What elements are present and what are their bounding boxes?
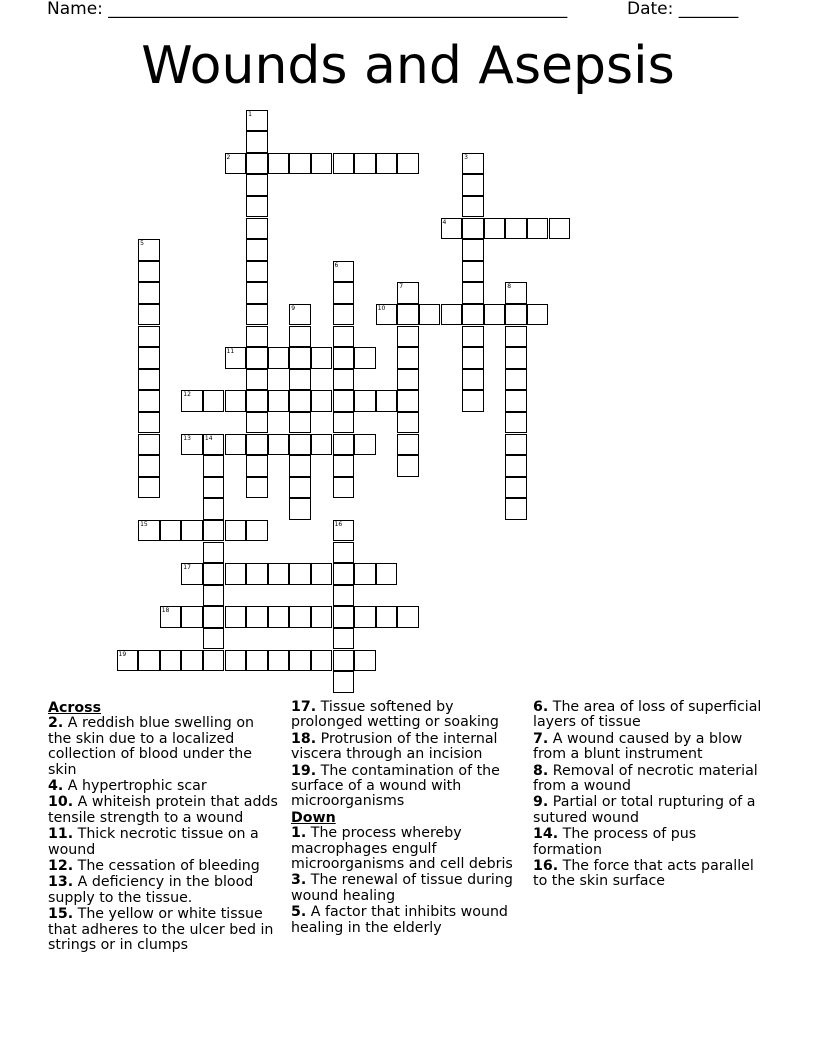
grid-cell[interactable]: [376, 153, 398, 175]
grid-cell[interactable]: [203, 520, 225, 542]
grid-cell[interactable]: [268, 347, 290, 369]
grid-cell[interactable]: [246, 304, 268, 326]
grid-cell[interactable]: [268, 434, 290, 456]
grid-cell[interactable]: [462, 304, 484, 326]
clue-item-number: 18.: [291, 730, 317, 747]
grid-cell[interactable]: [505, 282, 527, 304]
grid-cell[interactable]: [181, 650, 203, 672]
grid-cell[interactable]: [505, 304, 527, 326]
grid-cell[interactable]: [289, 304, 311, 326]
grid-cell[interactable]: [138, 239, 160, 261]
grid-cell[interactable]: [246, 153, 268, 175]
grid-cell[interactable]: [160, 606, 182, 628]
grid-cell[interactable]: [484, 304, 506, 326]
grid-cell[interactable]: [333, 585, 355, 607]
clue-item-text: The process whereby macrophages engulf microorganisms and cell debris: [291, 825, 513, 873]
clue-number: 5: [140, 240, 144, 248]
grid-cell[interactable]: [397, 369, 419, 391]
clue-number: 8: [507, 283, 512, 291]
grid-cell[interactable]: [268, 606, 290, 628]
grid-cell[interactable]: [246, 455, 268, 477]
grid-cell[interactable]: [203, 498, 225, 520]
grid-cell[interactable]: [333, 412, 355, 434]
grid-cell[interactable]: [203, 650, 225, 672]
grid-cell[interactable]: [311, 390, 333, 412]
clue-number: 7: [399, 283, 404, 291]
clue-number: 13: [183, 434, 191, 442]
grid-cell[interactable]: [333, 347, 355, 369]
page-title: Wounds and Asepsis: [141, 36, 675, 96]
grid-cell[interactable]: [397, 606, 419, 628]
grid-cell[interactable]: [397, 455, 419, 477]
grid-cell[interactable]: [138, 412, 160, 434]
grid-cell[interactable]: [181, 606, 203, 628]
grid-cell[interactable]: [333, 390, 355, 412]
grid-cell[interactable]: [311, 650, 333, 672]
grid-cell[interactable]: [225, 606, 247, 628]
clue-item-number: 15.: [48, 906, 74, 923]
clue-item: [48, 875, 280, 906]
clue-number: 17: [183, 564, 191, 572]
grid-cell[interactable]: [268, 153, 290, 175]
grid-cell[interactable]: [505, 455, 527, 477]
clue-item-number: 2.: [48, 715, 64, 732]
grid-cell[interactable]: [246, 650, 268, 672]
grid-cell[interactable]: [333, 628, 355, 650]
grid-cell[interactable]: [138, 347, 160, 369]
grid-cell[interactable]: [246, 347, 268, 369]
grid-cell[interactable]: [333, 434, 355, 456]
grid-cell[interactable]: [138, 282, 160, 304]
clue-item-text: The process of pus formation: [533, 826, 697, 858]
grid-cell[interactable]: [289, 650, 311, 672]
clue-item-text: Partial or total rupturing of a sutured wound: [533, 794, 756, 826]
grid-cell[interactable]: [333, 369, 355, 391]
clue-item-number: 8.: [533, 762, 549, 779]
clue-item: [291, 905, 523, 936]
grid-cell[interactable]: [181, 520, 203, 542]
grid-cell[interactable]: [246, 606, 268, 628]
grid-cell[interactable]: [246, 520, 268, 542]
clue-number: 15: [140, 520, 148, 528]
grid-cell[interactable]: [160, 520, 182, 542]
grid-cell[interactable]: [354, 434, 376, 456]
grid-cell[interactable]: [505, 412, 527, 434]
grid-cell[interactable]: [354, 390, 376, 412]
grid-cell[interactable]: [505, 390, 527, 412]
clue-item-text: A hypertrophic scar: [63, 778, 207, 795]
grid-cell[interactable]: [462, 282, 484, 304]
grid-cell[interactable]: [203, 434, 225, 456]
grid-cell[interactable]: [505, 326, 527, 348]
grid-cell[interactable]: [181, 390, 203, 412]
grid-cell[interactable]: [268, 563, 290, 585]
clue-item: [533, 795, 763, 826]
grid-cell[interactable]: [376, 563, 398, 585]
grid-cell[interactable]: [397, 412, 419, 434]
grid-cell[interactable]: [225, 434, 247, 456]
grid-cell[interactable]: [549, 218, 571, 240]
clue-number: 19: [118, 650, 127, 658]
grid-cell[interactable]: [138, 650, 160, 672]
grid-cell[interactable]: [138, 477, 160, 499]
clue-item-text: A factor that inhibits wound healing in the elderly: [291, 904, 508, 936]
grid-cell[interactable]: [311, 606, 333, 628]
grid-cell[interactable]: [333, 563, 355, 585]
grid-cell[interactable]: [246, 412, 268, 434]
grid-cell[interactable]: [505, 477, 527, 499]
grid-cell[interactable]: [268, 390, 290, 412]
grid-cell[interactable]: [376, 606, 398, 628]
grid-cell[interactable]: [246, 174, 268, 196]
grid-cell[interactable]: [397, 390, 419, 412]
clue-item-number: 19.: [291, 762, 317, 779]
grid-cell[interactable]: [333, 606, 355, 628]
clues-column-1: [48, 700, 280, 955]
grid-cell[interactable]: [117, 650, 139, 672]
clue-number: 10: [377, 304, 386, 312]
across-heading: Across: [48, 700, 102, 716]
grid-cell[interactable]: [138, 520, 160, 542]
grid-cell[interactable]: [397, 434, 419, 456]
grid-cell[interactable]: [246, 218, 268, 240]
grid-cell[interactable]: [333, 542, 355, 564]
clue-item-text: The contamination of the surface of a wound with microorganisms: [291, 762, 500, 810]
clue-item-number: 6.: [533, 699, 549, 715]
clue-item-number: 17.: [291, 699, 317, 715]
grid-cell[interactable]: [441, 218, 463, 240]
grid-cell[interactable]: [138, 326, 160, 348]
grid-cell[interactable]: [354, 650, 376, 672]
grid-cell[interactable]: [354, 606, 376, 628]
clue-item-number: 7.: [533, 730, 549, 747]
clue-item-text: The renewal of tissue during wound healing: [291, 872, 513, 904]
grid-cell[interactable]: [225, 520, 247, 542]
grid-cell[interactable]: [246, 563, 268, 585]
grid-cell[interactable]: [246, 326, 268, 348]
grid-cell[interactable]: [246, 131, 268, 153]
clue-item-text: The cessation of bleeding: [73, 858, 260, 875]
grid-cell[interactable]: [138, 390, 160, 412]
clue-item-text: Protrusion of the internal viscera through an incision: [291, 730, 498, 763]
clue-item-text: The area of loss of superficial layers of tissue: [533, 699, 762, 731]
grid-cell[interactable]: [181, 563, 203, 585]
grid-cell[interactable]: [289, 498, 311, 520]
grid-cell[interactable]: [333, 326, 355, 348]
grid-cell[interactable]: [203, 455, 225, 477]
grid-cell[interactable]: [333, 261, 355, 283]
clue-item: [533, 859, 763, 890]
grid-cell[interactable]: [246, 261, 268, 283]
clue-item-number: 10.: [48, 794, 74, 811]
grid-cell[interactable]: [246, 369, 268, 391]
clue-item: [533, 700, 763, 731]
clue-item-text: A whiteish protein that adds tensile strength to a wound: [48, 794, 278, 826]
grid-cell[interactable]: [311, 347, 333, 369]
clue-item-text: The force that acts parallel to the skin surface: [533, 858, 754, 890]
grid-cell[interactable]: [333, 650, 355, 672]
grid-cell[interactable]: [333, 153, 355, 175]
grid-cell[interactable]: [462, 369, 484, 391]
clue-item: [291, 732, 523, 763]
grid-cell[interactable]: [289, 563, 311, 585]
clue-item-number: 4.: [48, 778, 64, 795]
grid-cell[interactable]: [289, 412, 311, 434]
clue-item-text: Removal of necrotic material from a wound: [533, 762, 758, 795]
grid-cell[interactable]: [376, 390, 398, 412]
clue-item: [48, 859, 280, 874]
grid-cell[interactable]: [462, 261, 484, 283]
clue-item-text: A reddish blue swelling on the skin due to a localized collection of blood under the skin: [48, 715, 254, 778]
grid-cell[interactable]: [397, 304, 419, 326]
clue-item: [48, 716, 280, 778]
clue-item: [291, 764, 523, 810]
grid-cell[interactable]: [462, 153, 484, 175]
clue-item: [291, 873, 523, 904]
date-field-label: Date: _______: [627, 0, 739, 19]
grid-cell[interactable]: [333, 477, 355, 499]
grid-cell[interactable]: [462, 347, 484, 369]
clue-item-number: 14.: [533, 826, 559, 843]
grid-cell[interactable]: [203, 606, 225, 628]
clue-item: [48, 907, 280, 953]
grid-cell[interactable]: [203, 585, 225, 607]
grid-cell[interactable]: [225, 650, 247, 672]
clue-item: [291, 700, 523, 731]
grid-cell[interactable]: [505, 218, 527, 240]
clue-number: 18: [161, 607, 170, 615]
grid-cell[interactable]: [311, 434, 333, 456]
clue-number: 9: [291, 304, 296, 312]
clue-item: [291, 826, 523, 872]
clue-item-text: Thick necrotic tissue on a wound: [48, 826, 259, 858]
clue-item-text: The yellow or white tissue that adheres to the ulcer bed in strings or in clumps: [48, 906, 274, 954]
grid-cell[interactable]: [138, 434, 160, 456]
grid-cell[interactable]: [505, 434, 527, 456]
grid-cell[interactable]: [246, 477, 268, 499]
grid-cell[interactable]: [138, 369, 160, 391]
clues-column-2: [291, 700, 523, 937]
clue-item-number: 1.: [291, 825, 307, 842]
grid-cell[interactable]: [289, 347, 311, 369]
clue-item-number: 12.: [48, 858, 74, 875]
grid-cell[interactable]: [333, 671, 355, 693]
grid-cell[interactable]: [527, 218, 549, 240]
grid-cell[interactable]: [203, 563, 225, 585]
grid-cell[interactable]: [505, 369, 527, 391]
name-field-label: Name: ______________________________________________________: [47, 0, 568, 19]
grid-cell[interactable]: [246, 196, 268, 218]
grid-cell[interactable]: [289, 606, 311, 628]
grid-cell[interactable]: [225, 153, 247, 175]
grid-cell[interactable]: [289, 153, 311, 175]
clue-item: [533, 827, 763, 858]
grid-cell[interactable]: [441, 304, 463, 326]
grid-cell[interactable]: [311, 563, 333, 585]
clue-number: 6: [334, 261, 339, 269]
grid-cell[interactable]: [527, 304, 549, 326]
grid-cell[interactable]: [397, 282, 419, 304]
grid-cell[interactable]: [225, 563, 247, 585]
grid-cell[interactable]: [333, 282, 355, 304]
clue-number: 4: [442, 218, 447, 226]
clue-item-text: A wound caused by a blow from a blunt instrument: [533, 730, 743, 763]
grid-cell[interactable]: [289, 434, 311, 456]
clue-item-text: Tissue softened by prolonged wetting or soaking: [291, 699, 499, 731]
grid-cell[interactable]: [289, 369, 311, 391]
grid-cell[interactable]: [376, 304, 398, 326]
grid-cell[interactable]: [354, 347, 376, 369]
grid-cell[interactable]: [333, 455, 355, 477]
grid-cell[interactable]: [484, 218, 506, 240]
grid-cell[interactable]: [397, 347, 419, 369]
grid-cell[interactable]: [354, 153, 376, 175]
grid-cell[interactable]: [203, 477, 225, 499]
grid-cell[interactable]: [505, 347, 527, 369]
grid-cell[interactable]: [505, 498, 527, 520]
grid-cell[interactable]: [138, 261, 160, 283]
clue-item: [48, 795, 280, 826]
clue-number: 16: [334, 520, 343, 528]
grid-cell[interactable]: [246, 110, 268, 132]
grid-cell[interactable]: [419, 304, 441, 326]
grid-cell[interactable]: [289, 455, 311, 477]
clue-item-number: 11.: [48, 826, 74, 843]
grid-cell[interactable]: [462, 390, 484, 412]
grid-cell[interactable]: [354, 563, 376, 585]
clue-item-number: 13.: [48, 874, 74, 891]
clue-number: 2: [226, 153, 231, 161]
grid-cell[interactable]: [246, 390, 268, 412]
grid-cell[interactable]: [397, 153, 419, 175]
clue-item: [48, 827, 280, 858]
clue-item-number: 16.: [533, 858, 559, 875]
grid-cell[interactable]: [268, 650, 290, 672]
grid-cell[interactable]: [246, 239, 268, 261]
clue-number: 3: [464, 153, 468, 161]
grid-cell[interactable]: [397, 326, 419, 348]
grid-cell[interactable]: [203, 390, 225, 412]
clue-item: [533, 732, 763, 763]
grid-cell[interactable]: [462, 239, 484, 261]
grid-cell[interactable]: [181, 434, 203, 456]
clue-number: 12: [183, 391, 191, 399]
clue-item-text: A deficiency in the blood supply to the tissue.: [48, 874, 254, 906]
clue-item: [533, 764, 763, 795]
grid-cell[interactable]: [138, 304, 160, 326]
grid-cell[interactable]: [203, 542, 225, 564]
grid-cell[interactable]: [462, 326, 484, 348]
clue-item: [48, 779, 280, 794]
grid-cell[interactable]: [333, 304, 355, 326]
grid-cell[interactable]: [289, 326, 311, 348]
clue-item-number: 9.: [533, 794, 549, 811]
clue-number: 14: [204, 434, 213, 442]
grid-cell[interactable]: [462, 218, 484, 240]
clues-column-3: [533, 700, 763, 891]
clue-number: 11: [226, 348, 235, 356]
grid-cell[interactable]: [160, 650, 182, 672]
clue-item-number: 3.: [291, 872, 307, 889]
down-heading: Down: [291, 809, 336, 826]
grid-cell[interactable]: [462, 196, 484, 218]
grid-cell[interactable]: [138, 455, 160, 477]
grid-cell[interactable]: [462, 174, 484, 196]
grid-cell[interactable]: [225, 390, 247, 412]
grid-cell[interactable]: [289, 477, 311, 499]
grid-cell[interactable]: [246, 282, 268, 304]
grid-cell[interactable]: [225, 347, 247, 369]
grid-cell[interactable]: [246, 434, 268, 456]
grid-cell[interactable]: [311, 153, 333, 175]
grid-cell[interactable]: [289, 390, 311, 412]
clue-number: 1: [248, 110, 252, 118]
clue-item-number: 5.: [291, 904, 307, 921]
grid-cell[interactable]: [333, 520, 355, 542]
grid-cell[interactable]: [203, 628, 225, 650]
